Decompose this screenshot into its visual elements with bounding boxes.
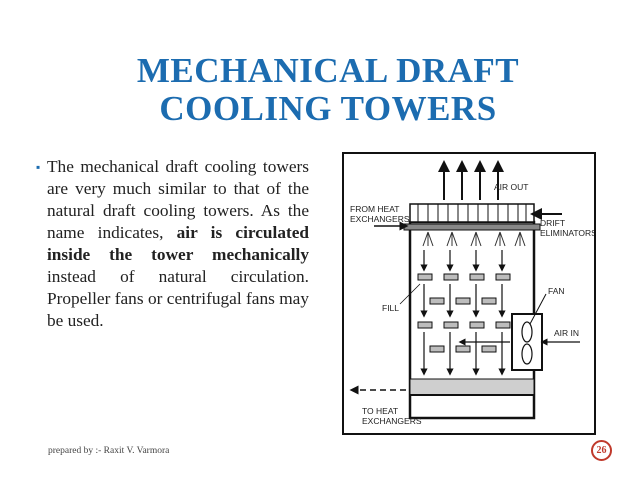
- label-air-in: AIR IN: [554, 328, 580, 338]
- title-line-2: COOLING TOWERS: [159, 89, 497, 128]
- paragraph-part-2: instead of natural circulation. Propeller fans or centrifugal fans may be used.: [47, 267, 309, 330]
- body-paragraph: [36, 156, 309, 332]
- footer-credit: prepared by :- Raxit V. Varmora: [48, 446, 170, 456]
- bullet-icon: ▪: [36, 160, 41, 174]
- label-fan: FAN: [548, 286, 565, 296]
- paragraph-part-1: The mechanical draft cooling towers are very much similar to that of the natural draft cooling towers. As the name indicates,: [47, 157, 309, 242]
- diagram-svg: [344, 154, 594, 433]
- page-number-badge: 26: [591, 440, 612, 461]
- air-out-arrows: [444, 166, 498, 200]
- cooling-tower-diagram: [342, 152, 596, 435]
- label-air-out: AIR OUT: [494, 182, 529, 192]
- label-drift-2: ELIMINATORS: [540, 228, 594, 238]
- water-basin: [410, 379, 534, 395]
- label-from-heat-2: EXCHANGERS: [350, 214, 410, 224]
- label-drift-1: DRIFT: [540, 218, 566, 228]
- paragraph-bold: air is circulated inside the tower mechanically: [47, 223, 309, 264]
- spray-nozzles: [423, 232, 525, 246]
- drift-eliminator: [410, 204, 534, 222]
- label-fill: FILL: [382, 303, 400, 313]
- fill-blocks: [418, 274, 510, 352]
- distribution-header: [404, 224, 540, 230]
- title-line-1: MECHANICAL DRAFT: [136, 51, 520, 90]
- label-from-heat-1: FROM HEAT: [350, 204, 400, 214]
- label-to-heat-2: EXCHANGERS: [362, 416, 422, 426]
- label-to-heat-1: TO HEAT: [362, 406, 399, 416]
- water-flow-arrows: [424, 250, 502, 372]
- slide-title: [108, 52, 548, 128]
